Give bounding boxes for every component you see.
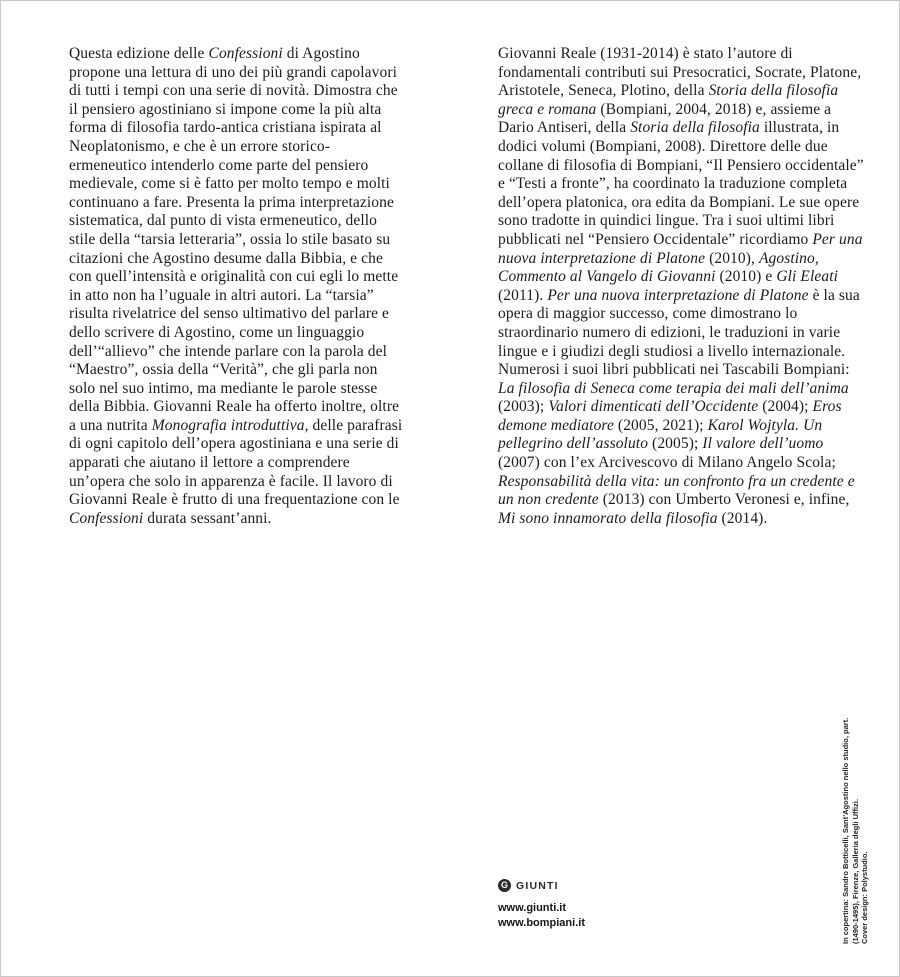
giunti-logo-text: GIUNTI: [516, 879, 559, 892]
giunti-logo-icon: G: [498, 879, 511, 892]
bompiani-url: www.bompiani.it: [498, 917, 585, 929]
giunti-logo: [498, 879, 585, 892]
giunti-url: www.giunti.it: [498, 902, 567, 914]
author-bio-paragraph: Giovanni Reale (1931-2014) è stato l’autore di fondamentali contributi sui Presocratici, Socrate, Platone, Aristotele, Seneca, Plotino, della Storia della filosofia greca e romana (Bompiani, 2004, 2018) e, assieme a Dario Antiseri, della Storia della filosofia illustrata, in dodici volumi (Bompiani, 2008). Direttore delle due collane di filosofia di Bompiani, “Il Pensiero occidentale” e “Testi a fronte”, ha coordinato la traduzione completa dell’opera platonica, ora edita da Bompiani. Le sue opere sono tradotte in quindici lingue. Tra i suoi ultimi libri pubblicati nel “Pensiero Occidentale” ricordiamo Per una nuova interpretazione di Platone (2010), Agostino, Commento al Vangelo di Giovanni (2010) e Gli Eleati (2011). Per una nuova interpretazione di Platone è la sua opera di maggior successo, come dimostrano lo straordinario numero di edizioni, le traduzioni in varie lingue e i giudizi degli studiosi a livello internazionale. Numerosi i suoi libri pubblicati nei Tascabili Bompiani: La filosofia di Seneca come terapia dei mali dell’anima (2003); Valori dimenticati dell’Occidente (2004); Eros demone mediatore (2005, 2021); Karol Wojtyla. Un pellegrino dell’assoluto (2005); Il valore dell’uomo (2007) con l’ex Arcivescovo di Milano Angelo Scola; Responsabilità della vita: un confronto fra un credente e un non credente (2013) con Umberto Veronesi e, infine, Mi sono innamorato della filosofia (2014).: [498, 45, 864, 527]
edition-note-paragraph: Questa edizione delle Confessioni di Agostino propone una lettura di uno dei più grandi capolavori di tutti i tempi con una serie di novità. Dimostra che il pensiero agostiniano si impone come la più alta forma di filosofia tardo-antica cristiana ispirata al Neoplatonismo, e che è un errore storico-ermeneutico intenderlo come parte del pensiero medievale, come si è fatto per molto tempo e molti continuano a fare. Presenta la prima interpretazione sistematica, dal punto di vista ermeneutico, dello stile della “tarsia letteraria”, ossia lo stile basato su citazioni che Agostino desume dalla Bibbia, e che con quell’intensità e originalità con cui egli lo mette in atto non ha l’uguale in altri autori. La “tarsia” risulta rivelatrice del senso ultimativo del parlare e dello scrivere di Agostino, come un linguaggio dell’“allievo” che intende parlare con la parola del “Maestro”, ossia della “Verità”, che gli parla non solo nel suo intimo, ma mediante le parole stesse della Bibbia. Giovanni Reale ha offerto inoltre, oltre a una nutrita Monografia introduttiva, delle parafrasi di ogni capitolo dell’opera agostiniana e una serie di apparati che aiutano il lettore a comprendere un’opera che solo in apparenza è facile. Il lavoro di Giovanni Reale è frutto di una frequentazione con le Confessioni durata sessant’anni.: [69, 45, 403, 527]
cover-credit-vertical: In copertina: Sandro Botticelli, Sant’Agostino nello studio, part. (1490-1495), Firenze, Galleria degli Uffizi. Cover design: Polystudio.: [841, 717, 869, 944]
publisher-footer: [498, 879, 585, 931]
